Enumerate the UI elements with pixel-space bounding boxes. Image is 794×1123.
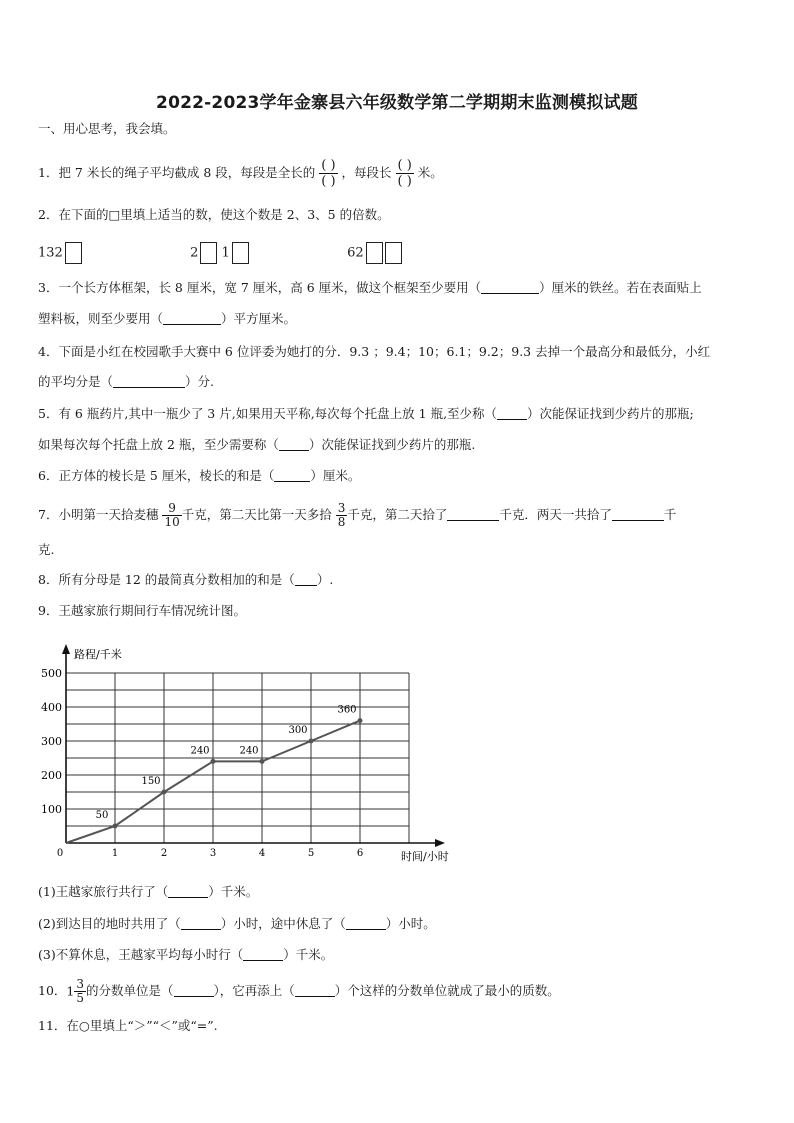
mixed-number: 1 $\frac{3}{5}$ bbox=[66, 977, 84, 1006]
y-tick-label: 100 bbox=[41, 803, 62, 816]
travel-line-chart bbox=[30, 640, 470, 870]
question-6: 6．正方体的棱长是 5 厘米，棱长的和是（ ）厘米。 bbox=[38, 468, 361, 483]
section-heading: 一、用心思考，我会填。 bbox=[38, 121, 176, 136]
x-tick-label: 2 bbox=[160, 848, 168, 859]
y-axis-label: 路程/千米 bbox=[74, 648, 122, 661]
answer-blank[interactable] bbox=[243, 947, 283, 961]
q9-sub-2: (2)到达目的地时共用了（ ）小时，途中休息了（ ）小时。 bbox=[38, 916, 436, 931]
answer-box[interactable] bbox=[232, 242, 249, 264]
answer-blank[interactable] bbox=[274, 468, 310, 482]
x-tick-label: 5 bbox=[307, 848, 315, 859]
data-label: 240 bbox=[190, 745, 210, 757]
answer-blank[interactable] bbox=[497, 406, 527, 420]
question-5: 5．有 6 瓶药片,其中一瓶少了 3 片,如果用天平称,每次每个托盘上放 1 瓶,至少称（ ）次能保证找到少药片的那瓶; bbox=[38, 406, 694, 421]
x-tick-label: 1 bbox=[111, 848, 119, 859]
data-point bbox=[211, 759, 216, 764]
question-7: 7．小明第一天拾麦穗 $\frac{9}{10}$ 千克，第二天比第一天多拾 $\frac{3}{8}$ 千克，第二天拾了 千克．两天一共拾了 千 bbox=[38, 501, 677, 529]
x-axis-arrow bbox=[435, 839, 445, 847]
x-axis-label: 时间/小时 bbox=[401, 850, 449, 863]
question-4: 4．下面是小红在校园歌手大赛中 6 位评委为她打的分．9.3 ；9.4；10；6.1；9.2；9.3 去掉一个最高分和最低分，小红 bbox=[38, 344, 711, 359]
x-tick-label: 4 bbox=[258, 848, 266, 859]
x-tick-label: 6 bbox=[356, 848, 364, 859]
q1-text: 1．把 7 米长的绳子平均截成 8 段，每段是全长的 bbox=[38, 165, 316, 180]
question-8: 8．所有分母是 12 的最简真分数相加的和是（ ）. bbox=[38, 572, 334, 587]
data-label: 150 bbox=[141, 776, 161, 787]
question-4-cont: 的平均分是（ ）分. bbox=[38, 374, 214, 389]
data-label: 360 bbox=[337, 704, 357, 716]
q9-sub-1: (1)王越家旅行共行了（ ）千米。 bbox=[38, 884, 259, 899]
answer-blank[interactable] bbox=[295, 983, 335, 997]
answer-blank[interactable] bbox=[481, 280, 539, 294]
answer-box[interactable] bbox=[366, 242, 383, 264]
q1-fraction-blank-1[interactable]: $\frac{( )}{( )}$ bbox=[321, 158, 336, 189]
y-tick-label: 400 bbox=[41, 701, 62, 714]
answer-blank[interactable] bbox=[168, 884, 208, 898]
y-tick-label: 300 bbox=[41, 735, 62, 748]
question-3: 3．一个长方体框架，长 8 厘米，宽 7 厘米，高 6 厘米，做这个框架至少要用（ ）厘米的铁丝。若在表面贴上 bbox=[38, 280, 702, 295]
answer-blank[interactable] bbox=[612, 507, 664, 521]
question-7-cont: 克. bbox=[38, 542, 55, 557]
answer-box[interactable] bbox=[385, 242, 402, 264]
q9-sub-3: (3)不算休息，王越家平均每小时行（ ）千米。 bbox=[38, 947, 334, 962]
data-point bbox=[113, 824, 118, 829]
answer-blank[interactable] bbox=[295, 572, 317, 586]
data-point bbox=[162, 790, 167, 795]
answer-blank[interactable] bbox=[181, 916, 221, 930]
question-5-cont: 如果每次每个托盘上放 2 瓶，至少需要称（ ）次能保证找到少药片的那瓶. bbox=[38, 437, 476, 452]
x-tick-label: 0 bbox=[56, 848, 64, 859]
answer-blank[interactable] bbox=[346, 916, 386, 930]
fraction-3-8: $\frac{3}{8}$ bbox=[337, 501, 346, 529]
q1-fraction-blank-2[interactable]: $\frac{( )}{( )}$ bbox=[397, 158, 412, 189]
question-9: 9．王越家旅行期间行车情况统计图。 bbox=[38, 603, 246, 618]
y-tick-label: 200 bbox=[41, 769, 62, 782]
q2-number-row: 132 2 1 62 bbox=[38, 242, 402, 264]
question-10: 10．1 $\frac{3}{5}$ 的分数单位是（ ），它再添上（ ）个这样的分数单位就成了最小的质数。 bbox=[38, 977, 560, 1006]
data-point bbox=[358, 718, 363, 723]
question-2: 2．在下面的□里填上适当的数，使这个数是 2、3、5 的倍数。 bbox=[38, 207, 390, 222]
answer-blank[interactable] bbox=[447, 507, 499, 521]
answer-blank[interactable] bbox=[113, 374, 185, 388]
y-tick-label: 500 bbox=[41, 667, 62, 680]
question-11: 11．在○里填上“＞”“＜”或“=”. bbox=[38, 1018, 218, 1033]
question-1: 1．把 7 米长的绳子平均截成 8 段，每段是全长的 $\frac{( )}{( )}$ ，每段长 $\frac{( )}{( )}$ 米。 bbox=[38, 158, 443, 189]
fraction-9-10: $\frac{9}{10}$ bbox=[164, 501, 180, 529]
y-axis-arrow bbox=[62, 644, 70, 654]
data-label: 240 bbox=[239, 745, 259, 757]
answer-blank[interactable] bbox=[279, 437, 309, 451]
answer-blank[interactable] bbox=[163, 311, 221, 325]
answer-box[interactable] bbox=[65, 242, 82, 264]
question-3-cont: 塑料板，则至少要用（ ）平方厘米。 bbox=[38, 311, 297, 326]
answer-blank[interactable] bbox=[174, 983, 214, 997]
page-title: 2022-2023学年金寨县六年级数学第二学期期末监测模拟试题 bbox=[156, 93, 638, 113]
x-tick-label: 3 bbox=[209, 848, 217, 859]
data-label: 300 bbox=[288, 725, 308, 736]
data-label: 50 bbox=[95, 810, 109, 821]
data-point bbox=[309, 739, 314, 744]
answer-box[interactable] bbox=[200, 242, 217, 264]
data-point bbox=[260, 759, 265, 764]
